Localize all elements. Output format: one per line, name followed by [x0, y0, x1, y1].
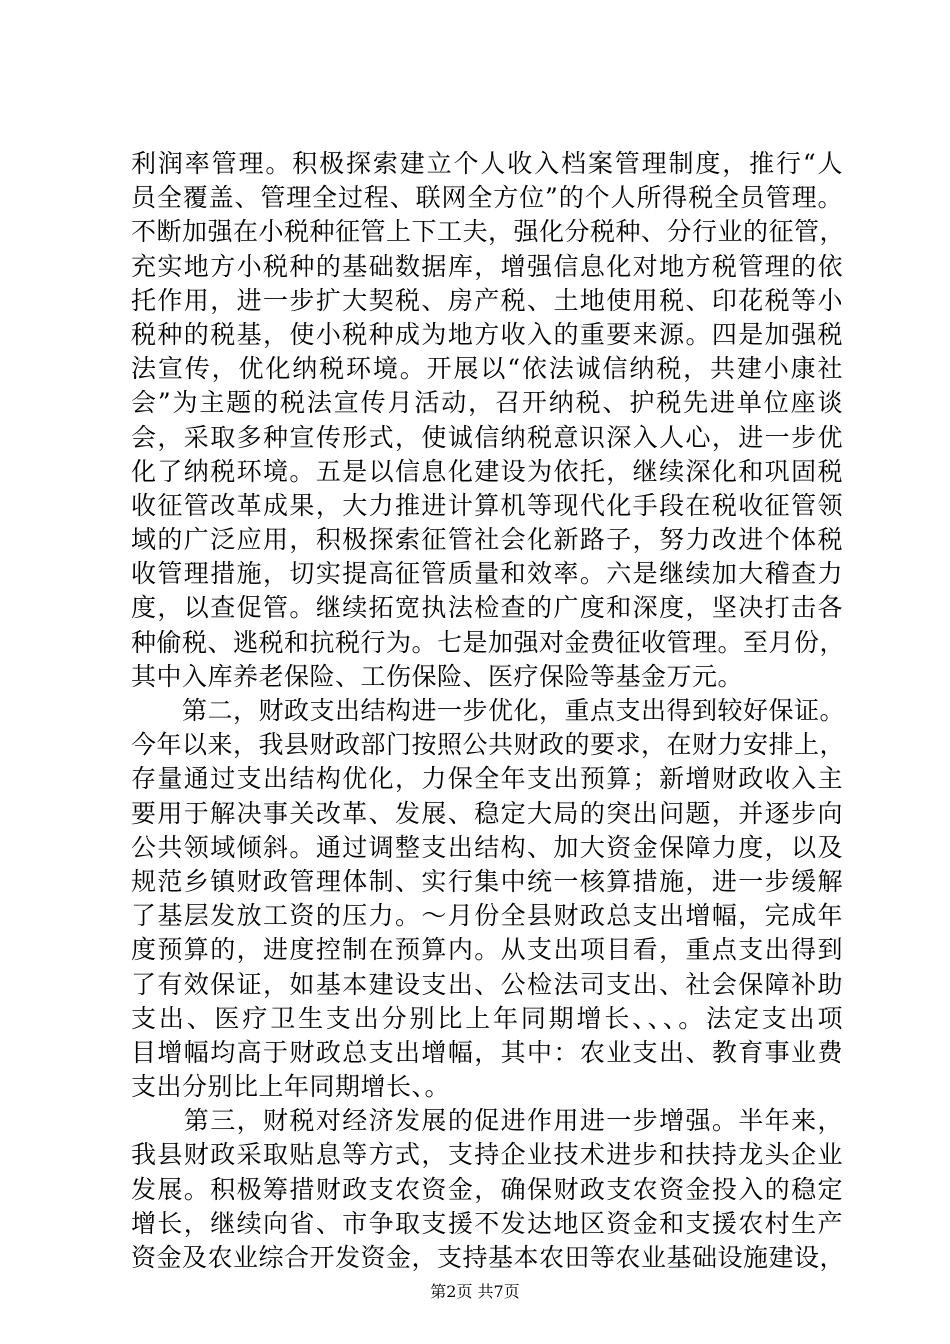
text-line: 第二，财政支出结构进一步优化，重点支出得到较好保证。 — [131, 696, 846, 725]
text-line: 要用于解决事关改革、发展、稳定大局的突出问题，并逐步向 — [131, 798, 843, 828]
text-line: 目增幅均高于财政总支出增幅，其中：农业支出、教育事业费 — [131, 1037, 843, 1067]
text-line: 利润率管理。积极探索建立个人收入档案管理制度，推行“人 — [131, 149, 843, 178]
text-line: 会，采取多种宣传形式，使诚信纳税意识深入人心，进一步优 — [131, 422, 843, 452]
text-line: 域的广泛应用，积极探索征管社会化新路子，努力改进个体税 — [131, 525, 843, 555]
text-line: 化了纳税环境。五是以信息化建设为依托，继续深化和巩固税 — [131, 456, 843, 486]
text-line: 支出、医疗卫生支出分别比上年同期增长、、、。法定支出项 — [131, 1003, 843, 1033]
text-line: 了有效保证，如基本建设支出、公检法司支出、社会保障补助 — [131, 969, 843, 999]
text-line: 存量通过支出结构优化，力保全年支出预算；新增财政收入主 — [131, 764, 843, 794]
text-line: 税种的税基，使小税种成为地方收入的重要来源。四是加强税 — [131, 319, 843, 349]
text-line: 增长，继续向省、市争取支援不发达地区资金和支援农村生产 — [131, 1208, 843, 1238]
text-line: 我县财政采取贴息等方式，支持企业技术进步和扶持龙头企业 — [131, 1140, 843, 1170]
text-line: 托作用，进一步扩大契税、房产税、土地使用税、印花税等小 — [131, 285, 843, 315]
text-line: 不断加强在小税种征管上下工夫，强化分税种、分行业的征管， — [131, 217, 846, 247]
text-line: 发展。积极筹措财政支农资金，确保财政支农资金投入的稳定 — [131, 1174, 843, 1204]
text-line: 员全覆盖、管理全过程、联网全方位”的个人所得税全员管理。 — [131, 183, 843, 213]
text-line: 法宣传，优化纳税环境。开展以“依法诚信纳税，共建小康社 — [131, 354, 843, 384]
text-line: 种偷税、逃税和抗税行为。七是加强对金费征收管理。至月份， — [131, 627, 846, 657]
document-body — [131, 147, 846, 1275]
page-footer: 第2页 共7页 — [430, 1282, 520, 1301]
text-line: 今年以来，我县财政部门按照公共财政的要求，在财力安排上， — [131, 730, 846, 760]
text-line: 度，以查促管。继续拓宽执法检查的广度和深度，坚决打击各 — [131, 593, 843, 623]
text-line: 资金及农业综合开发资金，支持基本农田等农业基础设施建设， — [131, 1243, 846, 1272]
text-line: 第三，财税对经济发展的促进作用进一步增强。半年来， — [131, 1106, 843, 1136]
text-line: 规范乡镇财政管理体制、实行集中统一核算措施，进一步缓解 — [131, 866, 843, 896]
text-line: 度预算的，进度控制在预算内。从支出项目看，重点支出得到 — [131, 935, 843, 965]
text-line: 支出分别比上年同期增长、。 — [131, 1072, 451, 1102]
text-line: 会”为主题的税法宣传月活动，召开纳税、护税先进单位座谈 — [131, 388, 843, 418]
text-line: 其中入库养老保险、工伤保险、医疗保险等基金万元。 — [131, 661, 744, 691]
text-line: 充实地方小税种的基础数据库，增强信息化对地方税管理的依 — [131, 251, 843, 281]
text-line: 收征管改革成果，大力推进计算机等现代化手段在税收征管领 — [131, 490, 843, 520]
text-line: 了基层发放工资的压力。～月份全县财政总支出增幅，完成年 — [131, 901, 843, 931]
text-line: 公共领域倾斜。通过调整支出结构、加大资金保障力度，以及 — [131, 832, 843, 862]
text-line: 收管理措施，切实提高征管质量和效率。六是继续加大稽查力 — [131, 559, 843, 589]
